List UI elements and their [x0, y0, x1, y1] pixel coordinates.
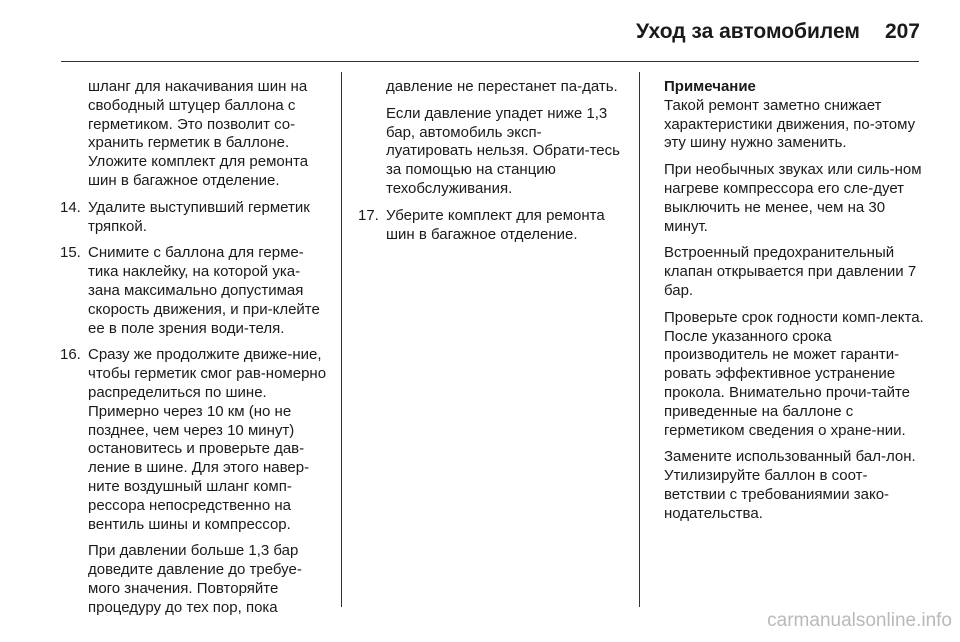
col1-continuation-text: шланг для накачивания шин на свободный штуцер баллона с герметиком. Это позволит со-хранить герметик в баллоне. Уложите комплект для ремонта шин в багажное отделение.: [88, 78, 309, 189]
column-divider-2: [639, 72, 640, 607]
paragraph: Проверьте срок годности комп-лекта. После указанного срока производитель не может гаранти-ровать эффективное устранение прокола. Внимательно прочи-тайте приведенные на баллоне с герметиком сведения о хране-нии.: [664, 308, 924, 439]
step-text: Уберите комплект для ремонта шин в багажное отделение.: [386, 206, 605, 243]
step-number: 14.: [60, 198, 81, 216]
step-text: Удалите выступивший герметик тряпкой.: [88, 198, 310, 235]
column-divider-1: [341, 72, 342, 607]
step-14: [60, 199, 330, 237]
step-number: 17.: [358, 206, 379, 224]
paragraph: При необычных звуках или силь-ном нагреве компрессора его сле-дует выключить не менее, чем на 30 минут.: [664, 161, 922, 235]
paragraph: Встроенный предохранительный клапан открывается при давлении 7 бар.: [664, 244, 917, 299]
paragraph: Замените использованный бал-лон. Утилизируйте баллон в соот-ветствии с требованиямии зако-нодательства.: [664, 448, 916, 522]
col2-continuation-text: давление не перестанет па-дать.: [386, 78, 618, 95]
step-number: 16.: [60, 346, 81, 364]
header-divider: [61, 61, 919, 62]
step-number: 15.: [60, 244, 81, 262]
step-text: Сразу же продолжите движе-ние, чтобы герметик смог рав-номерно распределиться по шине. Примерно через 10 км (но не позднее, чем через 10 минут) остановитесь и проверьте дав-ление в шине. Для этого навер-ните воздушный шланг комп-рессора непосредственно на вентиль шины и компрессор.: [88, 346, 327, 533]
column-3: [664, 78, 924, 532]
step-16-followup-text: При давлении больше 1,3 бар доведите давление до требуе-мого значения. Повторяйте процедуру до тех пор, пока: [88, 542, 302, 616]
column-1: [60, 78, 330, 626]
note-heading: Примечание: [664, 78, 756, 95]
page-number: 207: [884, 20, 920, 43]
step-15: [60, 244, 330, 338]
page-header-title: Уход за автомобилем: [636, 20, 860, 43]
watermark-text: carmanualsonline.info: [767, 610, 952, 631]
step-text: Снимите с баллона для герме-тика наклейку, на которой ука-зана максимально допустимая скорость движения, и при-клейте ее в поле зрения води-теля.: [88, 244, 320, 337]
pressure-warning-text: Если давление упадет ниже 1,3 бар, автомобиль эксп-луатировать нельзя. Обрати-тесь за помощью на станцию техобслуживания.: [386, 104, 620, 197]
step-16: [60, 346, 330, 534]
note-text: Такой ремонт заметно снижает характеристики движения, по-этому эту шину нужно заменить.: [664, 96, 916, 152]
column-2: [358, 78, 624, 252]
step-17: [358, 207, 624, 245]
